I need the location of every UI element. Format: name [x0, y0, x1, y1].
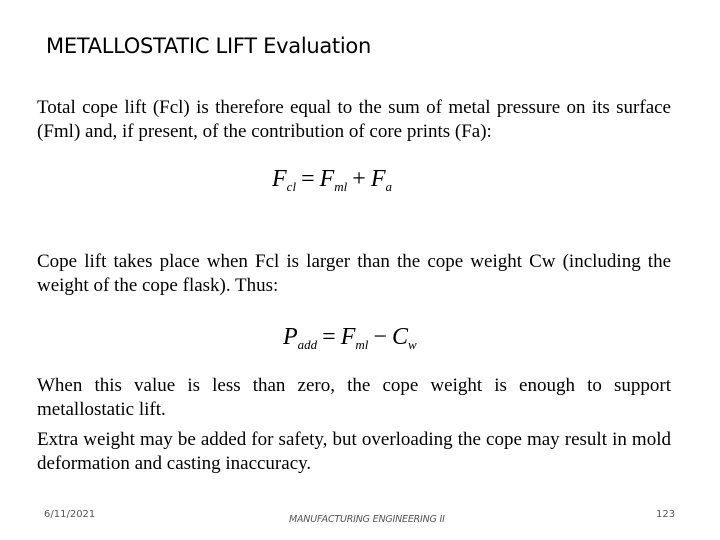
- footer-course-name: MANUFACTURING ENGINEERING II: [289, 514, 445, 525]
- equation-added-weight: [283, 324, 417, 353]
- equation-cope-lift: [272, 166, 392, 195]
- eq2-equals: =: [322, 324, 336, 350]
- eq1-term2: F: [370, 166, 386, 192]
- slide-title: METALLOSTATIC LIFT Evaluation: [46, 34, 371, 58]
- eq1-plus: +: [352, 166, 366, 192]
- footer-page-number: 123: [656, 509, 676, 520]
- eq2-lhs-sub: add: [297, 337, 318, 352]
- eq1-equals: =: [301, 166, 315, 192]
- eq1-lhs: F: [272, 166, 287, 192]
- paragraph-below-zero: When this value is less than zero, the cope weight is enough to support metallostatic lift.: [37, 375, 671, 420]
- eq2-term1-sub: ml: [355, 337, 369, 352]
- eq1-term1-sub: ml: [334, 179, 348, 194]
- paragraph-total-cope-lift: Total cope lift (Fcl) is therefore equal to the sum of metal pressure on its surface (Fml) and, if present, of the contribution of core prints (Fa):: [37, 97, 671, 142]
- eq1-lhs-sub: cl: [286, 179, 297, 194]
- eq2-term1: F: [340, 324, 356, 350]
- eq2-term2: C: [391, 324, 408, 350]
- footer-date: 6/11/2021: [44, 509, 96, 520]
- eq2-term2-sub: w: [407, 337, 417, 352]
- eq1-term1: F: [319, 166, 335, 192]
- paragraph-cope-lift-condition: Cope lift takes place when Fcl is larger than the cope weight Cw (including the weight of the cope flask). Thus:: [37, 251, 671, 296]
- eq1-term2-sub: a: [385, 179, 392, 194]
- eq2-minus: −: [373, 324, 387, 350]
- eq2-lhs: P: [283, 324, 298, 350]
- paragraph-extra-weight: Extra weight may be added for safety, but overloading the cope may result in mold deformation and casting inaccuracy.: [37, 429, 671, 474]
